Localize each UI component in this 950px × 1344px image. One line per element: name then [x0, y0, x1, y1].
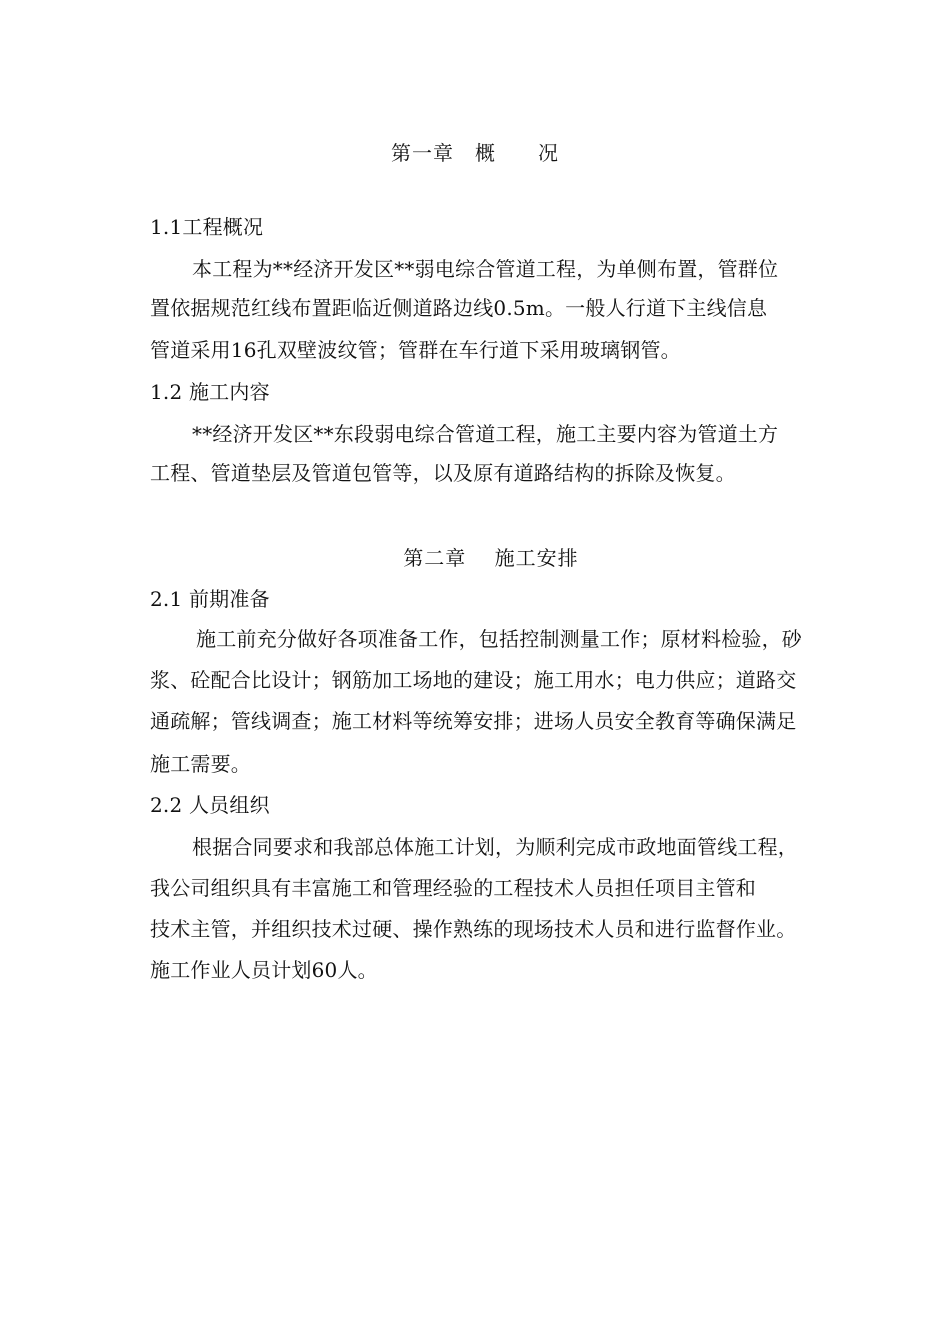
section-1-1-line: 置依据规范红线布置距临近侧道路边线0.5m。一般人行道下主线信息: [150, 296, 768, 320]
section-1-2-line: 工程、管道垫层及管道包管等，以及原有道路结构的拆除及恢复。: [150, 461, 736, 485]
section-1-1-line: 管道采用16孔双壁波纹管；管群在车行道下采用玻璃钢管。: [150, 338, 681, 362]
section-2-1-line: 施工需要。: [150, 752, 251, 776]
section-1-2-heading: 1.2 施工内容: [150, 380, 270, 404]
section-2-2-line: 根据合同要求和我部总体施工计划，为顺利完成市政地面管线工程，: [192, 835, 798, 859]
section-1-2-line: **经济开发区**东段弱电综合管道工程，施工主要内容为管道土方: [192, 422, 779, 446]
section-2-2-line: 我公司组织具有丰富施工和管理经验的工程技术人员担任项目主管和: [150, 876, 756, 900]
section-1-1-heading: 1.1工程概况: [150, 215, 264, 239]
chapter1-title: 第一章 概 况: [391, 141, 559, 165]
section-1-1-line: 本工程为**经济开发区**弱电综合管道工程，为单侧布置，管群位: [192, 257, 779, 281]
section-2-1-heading: 2.1 前期准备: [150, 587, 270, 611]
chapter2-title: 第二章 施工安排: [403, 546, 579, 570]
section-2-1-line: 通疏解；管线调查；施工材料等统筹安排；进场人员安全教育等确保满足: [150, 709, 797, 733]
section-2-1-line: 施工前充分做好各项准备工作，包括控制测量工作；原材料检验，砂: [196, 627, 802, 651]
section-2-1-line: 浆、砼配合比设计；钢筋加工场地的建设；施工用水；电力供应；道路交: [150, 668, 797, 692]
section-2-2-heading: 2.2 人员组织: [150, 793, 270, 817]
section-2-2-line: 施工作业人员计划60人。: [150, 958, 378, 982]
section-2-2-line: 技术主管，并组织技术过硬、操作熟练的现场技术人员和进行监督作业。: [150, 917, 797, 941]
